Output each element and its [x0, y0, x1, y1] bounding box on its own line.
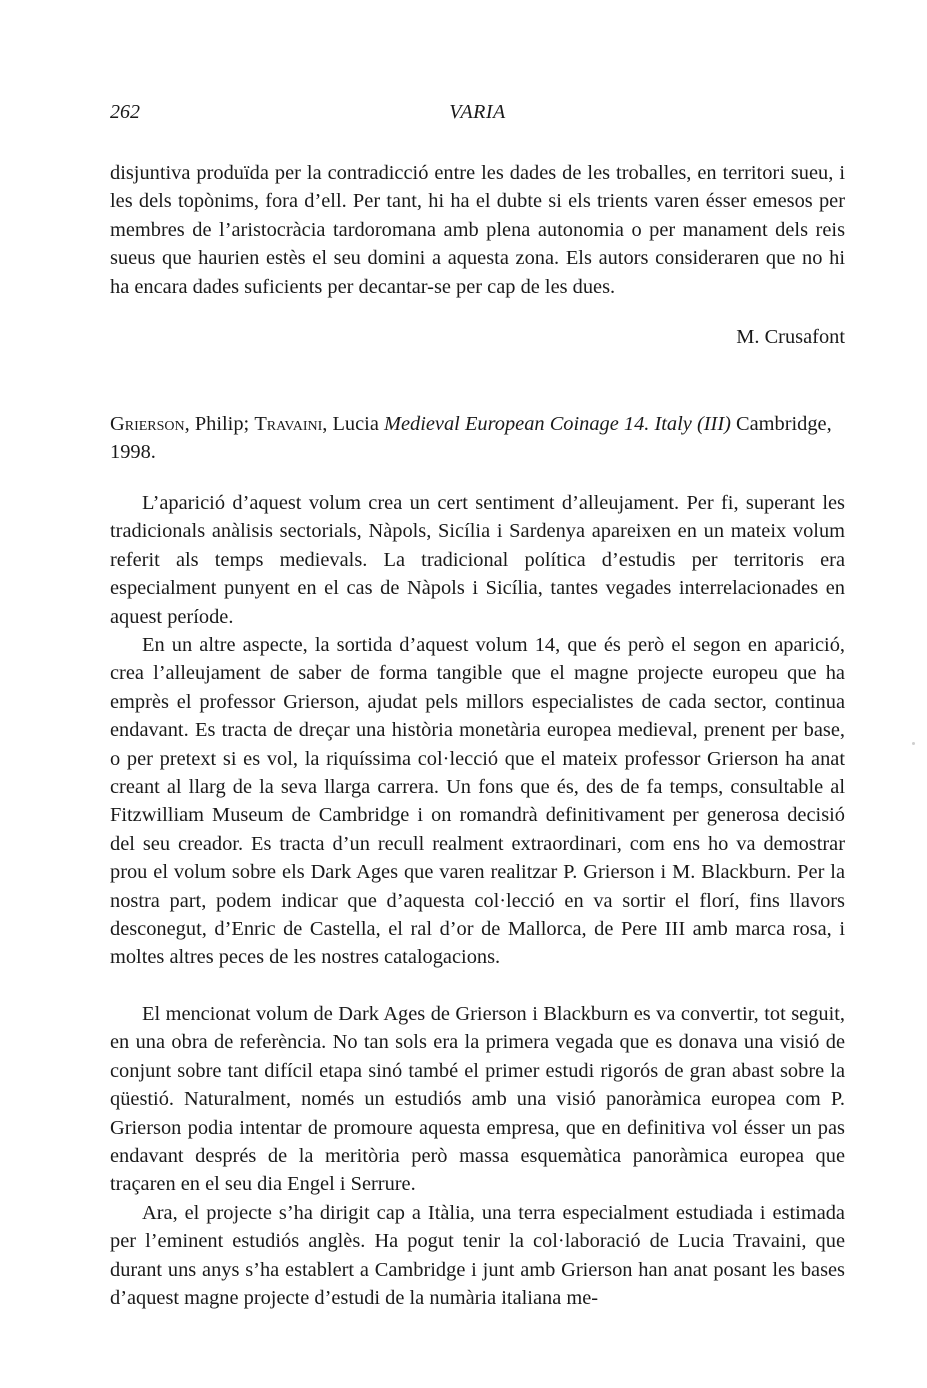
author-1-surname: Grierson — [110, 413, 185, 435]
author-2-surname: Travaini — [254, 413, 323, 435]
page-number: 262 — [110, 101, 140, 123]
scan-speck — [912, 742, 915, 745]
paragraph-4: El mencionat volum de Dark Ages de Grierson i Blackburn es va convertir, tot seguit, en una obra de referència. No tan sols era la primera vegada que es donava una visió de conjunt sobre tant difícil etapa sinó també el primer estudi rigorós de gran abast sobre la qüestió. Naturalment, només un estudiós amb una visió panoràmica europea com P. Grierson podia intentar de promoure aquesta empresa, que en definitiva vol ésser un pas endavant després de la meritòria però massa esquemàtica panoràmica europea que traçaren en el seu dia Engel i Serrure. — [110, 1003, 845, 1196]
review-signature: M. Crusafont — [736, 326, 845, 348]
paragraph-3: En un altre aspecte, la sortida d’aquest volum 14, que és però el segon en aparició, crea l’alleujament de saber de forma tangible que el magne projecte europeu que ha emprès el professor Grierson, ajudat pels millors especialistes de cada sector, continua endavant. Es tracta de dreçar una història monetària europea medieval, prenent per base, o per pretext si es vol, la riquíssima col·lecció que el mateix professor Grierson ha anat creant al llarg de la seva llarga carrera. Un fons que és, des de fa temps, consultable al Fitzwilliam Museum de Cambridge i on romandrà definitivament per generosa decisió del seu creador. Es tracta d’un recull realment extraordinari, com ens ho va demostrar prou el volum sobre els Dark Ages que varen realitzar P. Grierson i M. Blackburn. Per la nostra part, podem indicar que d’aquesta col·lecció en va sortir el florí, fins llavors desconegut, d’Enric de Castella, el ral d’or de Mallorca, de Pere III amb marca rosa, i moltes altres peces de les nostres catalogacions. — [110, 634, 845, 969]
paragraph-1: disjuntiva produïda per la contradicció entre les dades de les troballes, en territori sueu, i les dels topònims, fora d’ell. Per tant, hi ha el dubte si els trients varen ésser emesos per membres de l’aristocràcia tardoromana amb plena autonomia o per manament dels reis sueus que haurien estès el seu domini a aquesta zona. Els autors consideraren que no hi ha encara dades suficients per decantar-se per cap de les dues. — [110, 162, 845, 298]
author-2-given: , Lucia — [322, 413, 384, 435]
publication-info: Cambridge, 1998. — [110, 413, 832, 464]
book-title: Medieval European Coinage 14. Italy (III) — [383, 413, 731, 435]
running-head — [110, 101, 845, 131]
book-citation — [110, 410, 845, 467]
paragraph-5: Ara, el projecte s’ha dirigit cap a Itàlia, una terra especialment estudiada i estimada per l’eminent estudiós anglès. Ha pogut tenir la col·laboració de Lucia Travaini, que durant uns anys s’ha establert a Cambridge i junt amb Grierson han anat posant les bases d’aquest magne projecte d’estudi de la numària italiana me- — [110, 1202, 845, 1310]
author-1-given: , Philip; — [184, 413, 255, 435]
paragraph-2: L’aparició d’aquest volum crea un cert sentiment d’alleujament. Per fi, superant les tradicionals anàlisis sectorials, Nàpols, Sicília i Sardenya apareixen en un mateix volum referit als temps medievals. La tradicional política d’estudis per territoris era especialment punyent en el cas de Nàpols i Sicília, tantes vegades interrelacionades en aquest període. — [110, 492, 845, 628]
section-title: VARIA — [449, 101, 506, 123]
